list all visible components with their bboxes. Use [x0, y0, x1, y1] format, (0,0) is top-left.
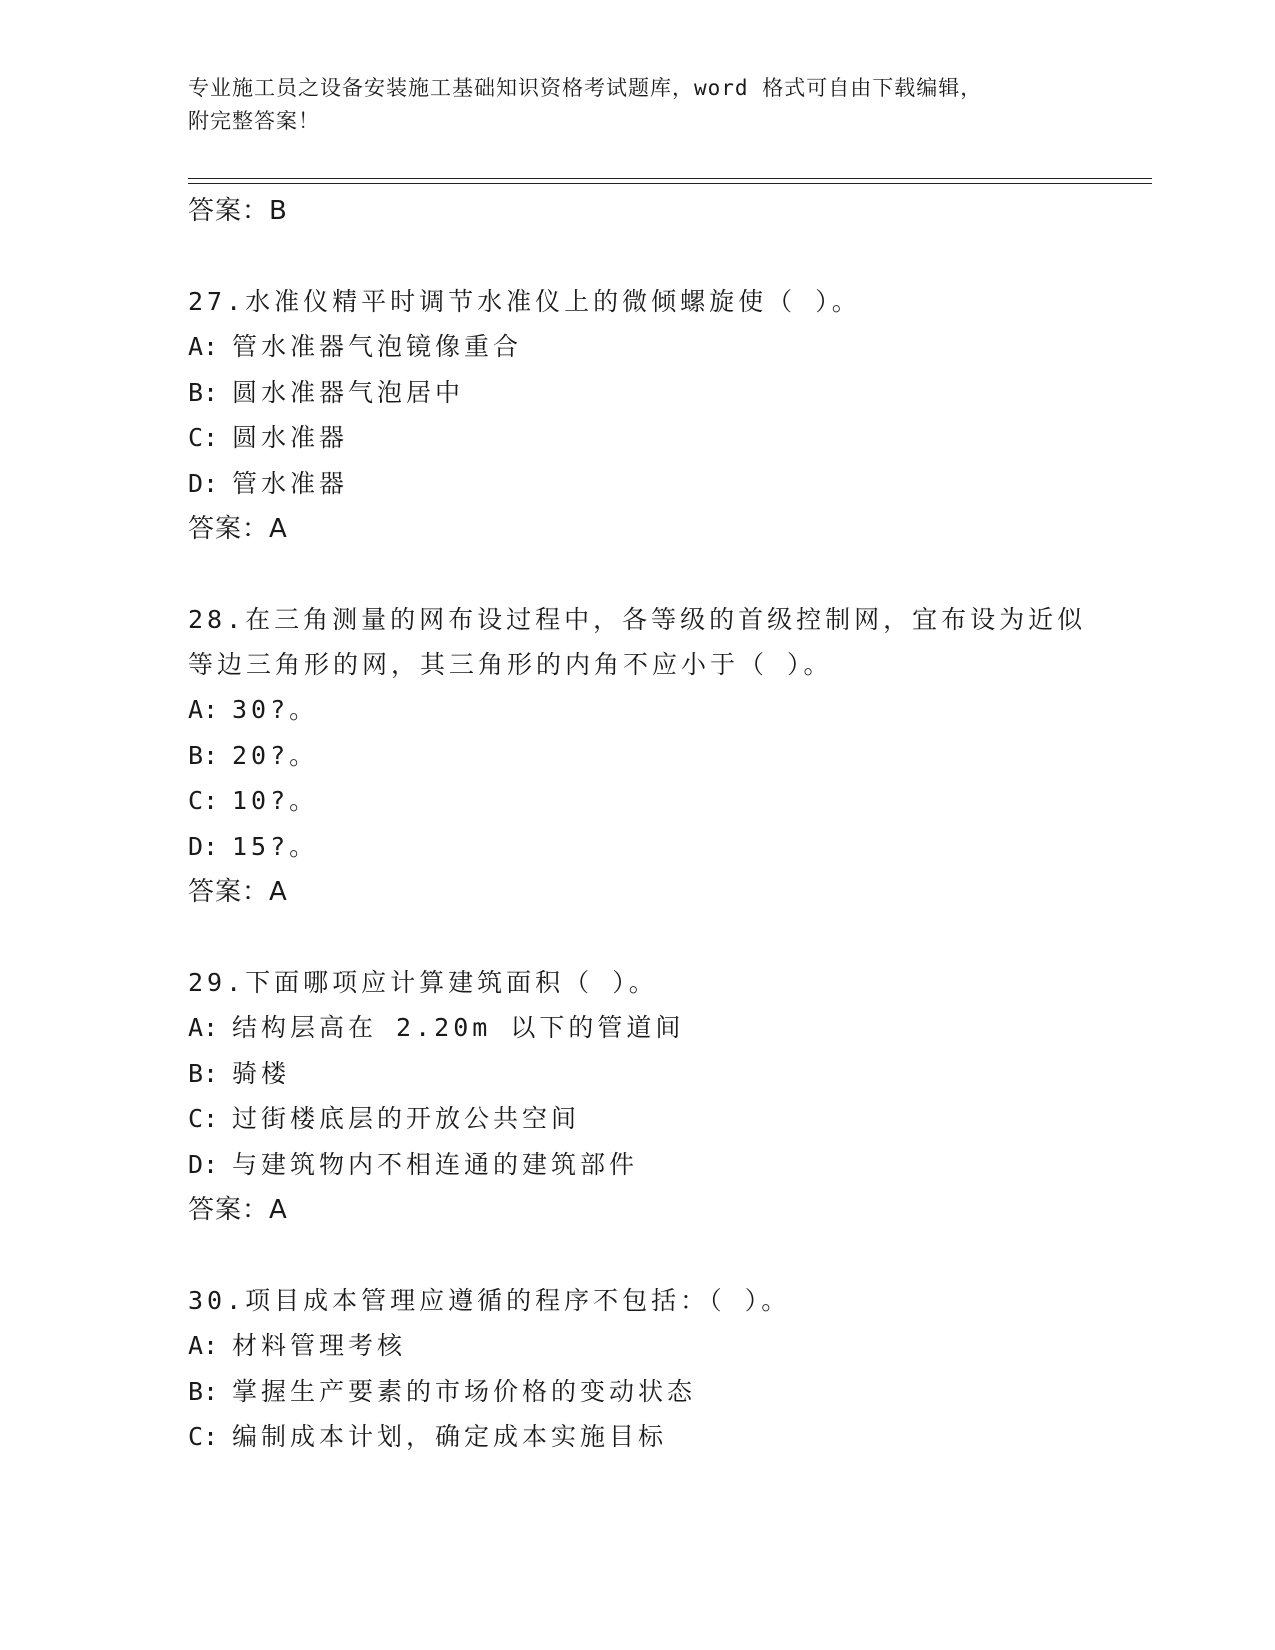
option-c	[188, 1414, 1088, 1460]
option-b	[188, 370, 1088, 416]
option-text: 15?。	[232, 831, 319, 861]
option-c	[188, 778, 1088, 824]
option-text: 掌握生产要素的市场价格的变动状态	[232, 1376, 697, 1406]
header-line-1: 专业施工员之设备安装施工基础知识资格考试题库，word 格式可自由下载编辑，	[188, 76, 983, 100]
option-a	[188, 1005, 1088, 1051]
document-header	[188, 72, 1088, 138]
option-text: 骑楼	[232, 1058, 291, 1088]
option-text: 30?。	[232, 695, 319, 724]
option-c	[188, 1096, 1088, 1142]
option-text: 20?。	[232, 740, 319, 770]
question-29	[188, 960, 1088, 1233]
option-text: 圆水准器气泡居中	[232, 377, 465, 407]
header-divider-bottom	[188, 183, 1152, 184]
question-30	[188, 1278, 1088, 1460]
option-letter: D:	[188, 1149, 219, 1179]
question-27	[188, 279, 1088, 552]
answer-line: 答案：A	[188, 1195, 288, 1225]
option-letter: D:	[188, 468, 219, 498]
option-letter: B:	[188, 1058, 219, 1088]
option-letter: C:	[188, 423, 219, 452]
option-letter: D:	[188, 831, 219, 861]
option-b	[188, 733, 1088, 779]
answer-line: 答案：A	[188, 514, 288, 544]
option-text: 材料管理考核	[232, 1331, 407, 1360]
option-d	[188, 461, 1088, 507]
header-line-2: 附完整答案！	[188, 109, 320, 133]
option-b	[188, 1051, 1088, 1097]
option-text: 管水准器气泡镜像重合	[232, 332, 523, 361]
option-letter: C:	[188, 1422, 219, 1451]
option-letter: A:	[188, 1331, 219, 1360]
question-stem: 30.项目成本管理应遵循的程序不包括：（ ）。	[188, 1286, 791, 1315]
option-text: 10?。	[232, 786, 319, 815]
header-divider-top	[188, 178, 1152, 179]
question-stem: 28.在三角测量的网布设过程中，各等级的首级控制网，宜布设为近似等边三角形的网，其三角形的内角不应小于（ ）。	[188, 605, 1087, 679]
option-d	[188, 1142, 1088, 1188]
option-text: 结构层高在 2.20m 以下的管道间	[232, 1013, 685, 1042]
question-stem: 29.下面哪项应计算建筑面积（ ）。	[188, 968, 658, 997]
question-28	[188, 597, 1088, 915]
option-a	[188, 1323, 1088, 1369]
answer-line: 答案：A	[188, 877, 288, 907]
option-letter: B:	[188, 1376, 219, 1406]
option-letter: B:	[188, 377, 219, 407]
option-letter: A:	[188, 1013, 219, 1042]
option-a	[188, 324, 1088, 370]
option-text: 过街楼底层的开放公共空间	[232, 1104, 581, 1133]
option-letter: C:	[188, 786, 219, 815]
question-stem: 27.水准仪精平时调节水准仪上的微倾螺旋使（ ）。	[188, 287, 861, 316]
option-d	[188, 824, 1088, 870]
answer-line: 答案：B	[188, 196, 288, 226]
option-text: 管水准器	[232, 468, 349, 498]
option-letter: C:	[188, 1104, 219, 1133]
question-list	[188, 188, 1088, 1460]
option-letter: A:	[188, 695, 219, 724]
option-text: 圆水准器	[232, 423, 349, 452]
option-text: 编制成本计划，确定成本实施目标	[232, 1422, 668, 1451]
option-letter: B:	[188, 740, 219, 770]
option-c	[188, 415, 1088, 461]
option-text: 与建筑物内不相连通的建筑部件	[232, 1149, 639, 1179]
option-a	[188, 687, 1088, 733]
option-b	[188, 1369, 1088, 1415]
option-letter: A:	[188, 332, 219, 361]
